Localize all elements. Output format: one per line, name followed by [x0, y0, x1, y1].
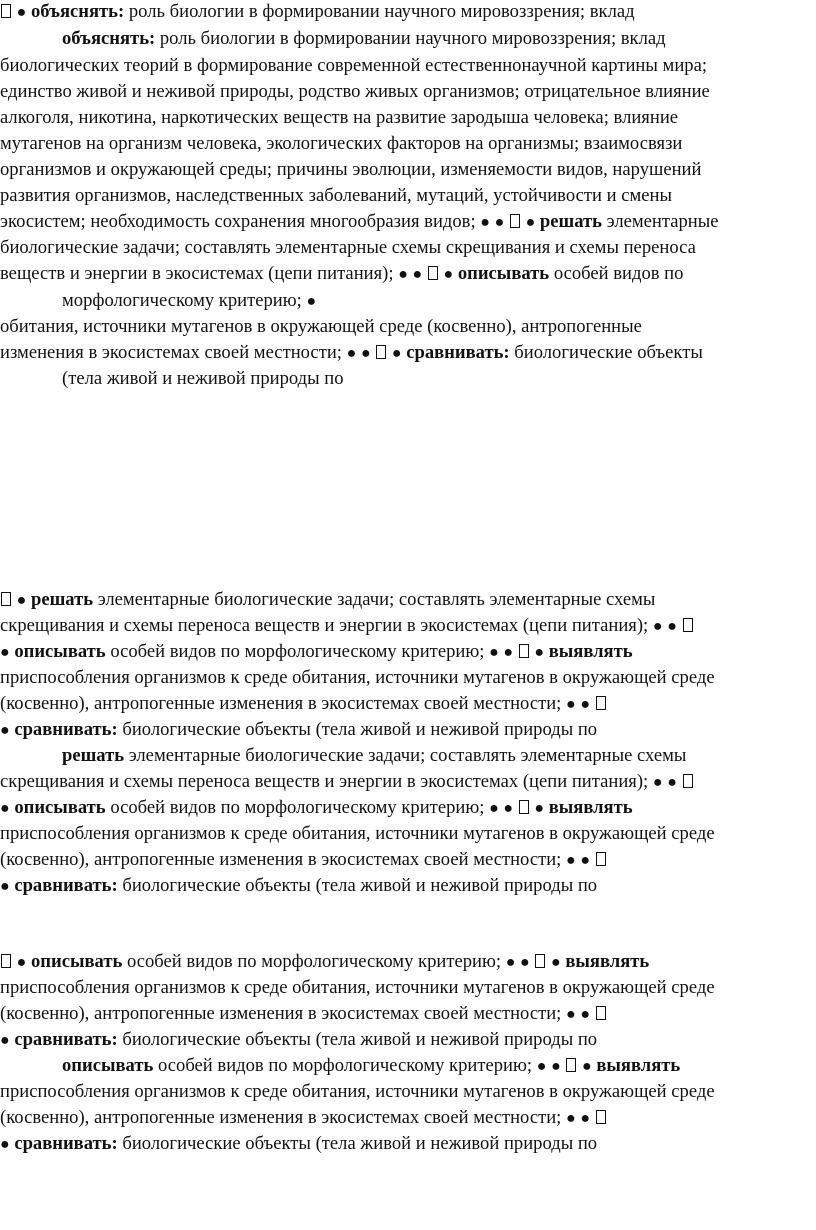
- bullet-icon: ●: [534, 644, 545, 661]
- bold-term: описывать: [14, 797, 106, 818]
- text-line: приспособления организмов к среде обитания, источники мутагенов в окружающей среде: [0, 1081, 715, 1102]
- text-line: алкоголя, никотина, наркотических веществ на развитие зародыша человека; влияние: [0, 107, 679, 128]
- box-glyph-icon: [596, 852, 606, 866]
- bold-term: выявлять: [548, 641, 633, 662]
- bold-term: объяснять:: [30, 1, 125, 22]
- text-line: ● сравнивать: биологические объекты (тела живой и неживой природы по: [0, 719, 598, 740]
- bullet-icon: ●: [667, 774, 677, 791]
- bullet-icon: ●: [580, 1006, 590, 1023]
- box-glyph-icon: [566, 1058, 576, 1072]
- text-line: решать элементарные биологические задачи; составлять элементарные схемы: [62, 745, 687, 766]
- box-glyph-icon: [1, 592, 11, 606]
- text-line: приспособления организмов к среде обитания, источники мутагенов в окружающей среде: [0, 823, 715, 844]
- bullet-icon: ●: [306, 293, 317, 310]
- bullet-icon: ●: [494, 214, 505, 231]
- text-line: морфологическому критерию; ●: [62, 290, 317, 311]
- text-line: ● описывать особей видов по морфологическому критерию; ● ● ● выявлять: [0, 641, 633, 662]
- bold-term: решать: [30, 589, 94, 610]
- text-line: биологических теорий в формирование современной естественнонаучной картины мира;: [0, 55, 707, 76]
- bold-term: решать: [62, 745, 125, 766]
- bullet-icon: ●: [391, 345, 402, 362]
- box-glyph-icon: [519, 800, 529, 814]
- text-line: ● сравнивать: биологические объекты (тела живой и неживой природы по: [0, 875, 598, 896]
- text-line: описывать особей видов по морфологическому критерию; ● ● ● выявлять: [62, 1055, 681, 1076]
- text-line: объяснять: роль биологии в формировании научного мировоззрения; вклад: [62, 28, 666, 49]
- bullet-icon: ●: [566, 852, 576, 869]
- bullet-icon: ●: [566, 1006, 576, 1023]
- bold-term: сравнивать:: [14, 1029, 118, 1050]
- text-line: (тела живой и неживой природы по: [62, 368, 344, 389]
- bold-term: сравнивать:: [14, 1133, 118, 1154]
- bullet-icon: ●: [525, 214, 536, 231]
- text-line: биологические задачи; составлять элементарные схемы скрещивания и схемы переноса: [0, 237, 696, 258]
- text-line: скрещивания и схемы переноса веществ и энергии в экосистемах (цепи питания); ● ●: [0, 769, 812, 795]
- bullet-icon: ●: [503, 800, 514, 817]
- text-line: изменения в экосистемах своей местности; ● ● ● сравнивать: биологические объекты: [0, 342, 703, 363]
- bold-term: сравнивать:: [14, 875, 118, 896]
- bullet-icon: ●: [16, 4, 27, 21]
- bullet-icon: ●: [582, 1058, 592, 1075]
- bullet-icon: ●: [566, 696, 576, 713]
- text-line: ● сравнивать: биологические объекты (тела живой и неживой природы по: [0, 1029, 598, 1050]
- bullet-icon: ●: [667, 618, 677, 635]
- box-glyph-icon: [376, 345, 386, 359]
- text-line: ● объяснять: роль биологии в формировании научного мировоззрения; вклад: [0, 0, 812, 25]
- text-line: приспособления организмов к среде обитания, источники мутагенов в окружающей среде: [0, 667, 715, 688]
- bold-term: сравнивать:: [406, 342, 510, 363]
- bullet-icon: ●: [16, 954, 27, 971]
- text-line: (косвенно), антропогенные изменения в экосистемах своей местности; ● ●: [0, 847, 812, 873]
- box-glyph-icon: [596, 696, 606, 710]
- bullet-icon: ●: [0, 800, 10, 817]
- text-line: организмов и окружающей среды; причины эволюции, изменяемости видов, нарушений: [0, 159, 702, 180]
- bullet-icon: ●: [580, 696, 590, 713]
- bullet-icon: ●: [652, 618, 663, 635]
- bullet-icon: ●: [398, 266, 408, 283]
- bullet-icon: ●: [551, 954, 561, 971]
- box-glyph-icon: [519, 644, 529, 658]
- bullet-icon: ●: [16, 592, 27, 609]
- bullet-icon: ●: [360, 345, 371, 362]
- box-glyph-icon: [510, 214, 520, 228]
- box-glyph-icon: [1, 4, 11, 18]
- text-line: обитания, источники мутагенов в окружающей среде (косвенно), антропогенные: [0, 316, 642, 337]
- bullet-icon: ●: [0, 878, 10, 895]
- box-glyph-icon: [596, 1006, 606, 1020]
- bold-term: выявлять: [548, 797, 633, 818]
- text-line: экосистем; необходимость сохранения многообразия видов; ● ● ● решать элементарные: [0, 211, 719, 232]
- text-line: (косвенно), антропогенные изменения в экосистемах своей местности; ● ●: [0, 691, 812, 717]
- bullet-icon: ●: [0, 1032, 10, 1049]
- bold-term: выявлять: [596, 1055, 681, 1076]
- bullet-icon: ●: [443, 266, 454, 283]
- bullet-icon: ●: [534, 800, 545, 817]
- text-line: единство живой и неживой природы, родство живых организмов; отрицательное влияние: [0, 81, 710, 102]
- bullet-icon: ●: [580, 1110, 590, 1127]
- bullet-icon: ●: [480, 214, 490, 231]
- bullet-icon: ●: [346, 345, 357, 362]
- text-line: развития организмов, наследственных заболеваний, мутаций, устойчивости и смены: [0, 185, 672, 206]
- bold-term: описывать: [62, 1055, 154, 1076]
- bold-term: сравнивать:: [14, 719, 118, 740]
- text-line: мутагенов на организм человека, экологических факторов на организмы; взаимосвязи: [0, 133, 683, 154]
- box-glyph-icon: [1, 954, 11, 968]
- bullet-icon: ●: [412, 266, 423, 283]
- text-line: (косвенно), антропогенные изменения в экосистемах своей местности; ● ●: [0, 1105, 812, 1131]
- text-line: веществ и энергии в экосистемах (цепи питания); ● ● ● описывать особей видов по: [0, 263, 684, 284]
- bullet-icon: ●: [489, 644, 499, 661]
- bold-term: объяснять:: [62, 28, 156, 49]
- bullet-icon: ●: [489, 800, 499, 817]
- bold-term: описывать: [457, 263, 550, 284]
- box-glyph-icon: [596, 1110, 606, 1124]
- text-line: ● сравнивать: биологические объекты (тела живой и неживой природы по: [0, 1133, 598, 1154]
- bold-term: выявлять: [565, 951, 650, 972]
- text-line: ● описывать особей видов по морфологическому критерию; ● ● ● выявлять: [0, 949, 812, 975]
- box-glyph-icon: [535, 954, 545, 968]
- bold-term: решать: [539, 211, 602, 232]
- bullet-icon: ●: [551, 1058, 561, 1075]
- bold-term: описывать: [14, 641, 106, 662]
- bold-term: описывать: [30, 951, 123, 972]
- box-glyph-icon: [683, 618, 693, 632]
- text-line: скрещивания и схемы переноса веществ и энергии в экосистемах (цепи питания); ● ●: [0, 613, 812, 639]
- box-glyph-icon: [428, 266, 438, 280]
- text-line: ● решать элементарные биологические задачи; составлять элементарные схемы: [0, 587, 812, 613]
- bullet-icon: ●: [0, 1136, 10, 1153]
- bullet-icon: ●: [652, 774, 663, 791]
- text-line: приспособления организмов к среде обитания, источники мутагенов в окружающей среде: [0, 977, 715, 998]
- box-glyph-icon: [683, 774, 693, 788]
- bullet-icon: ●: [580, 852, 590, 869]
- bullet-icon: ●: [566, 1110, 576, 1127]
- bullet-icon: ●: [520, 954, 530, 971]
- bullet-icon: ●: [0, 722, 10, 739]
- text-line: ● описывать особей видов по морфологическому критерию; ● ● ● выявлять: [0, 797, 633, 818]
- bullet-icon: ●: [536, 1058, 547, 1075]
- text-line: (косвенно), антропогенные изменения в экосистемах своей местности; ● ●: [0, 1001, 812, 1027]
- bullet-icon: ●: [0, 644, 10, 661]
- bullet-icon: ●: [503, 644, 514, 661]
- bullet-icon: ●: [505, 954, 516, 971]
